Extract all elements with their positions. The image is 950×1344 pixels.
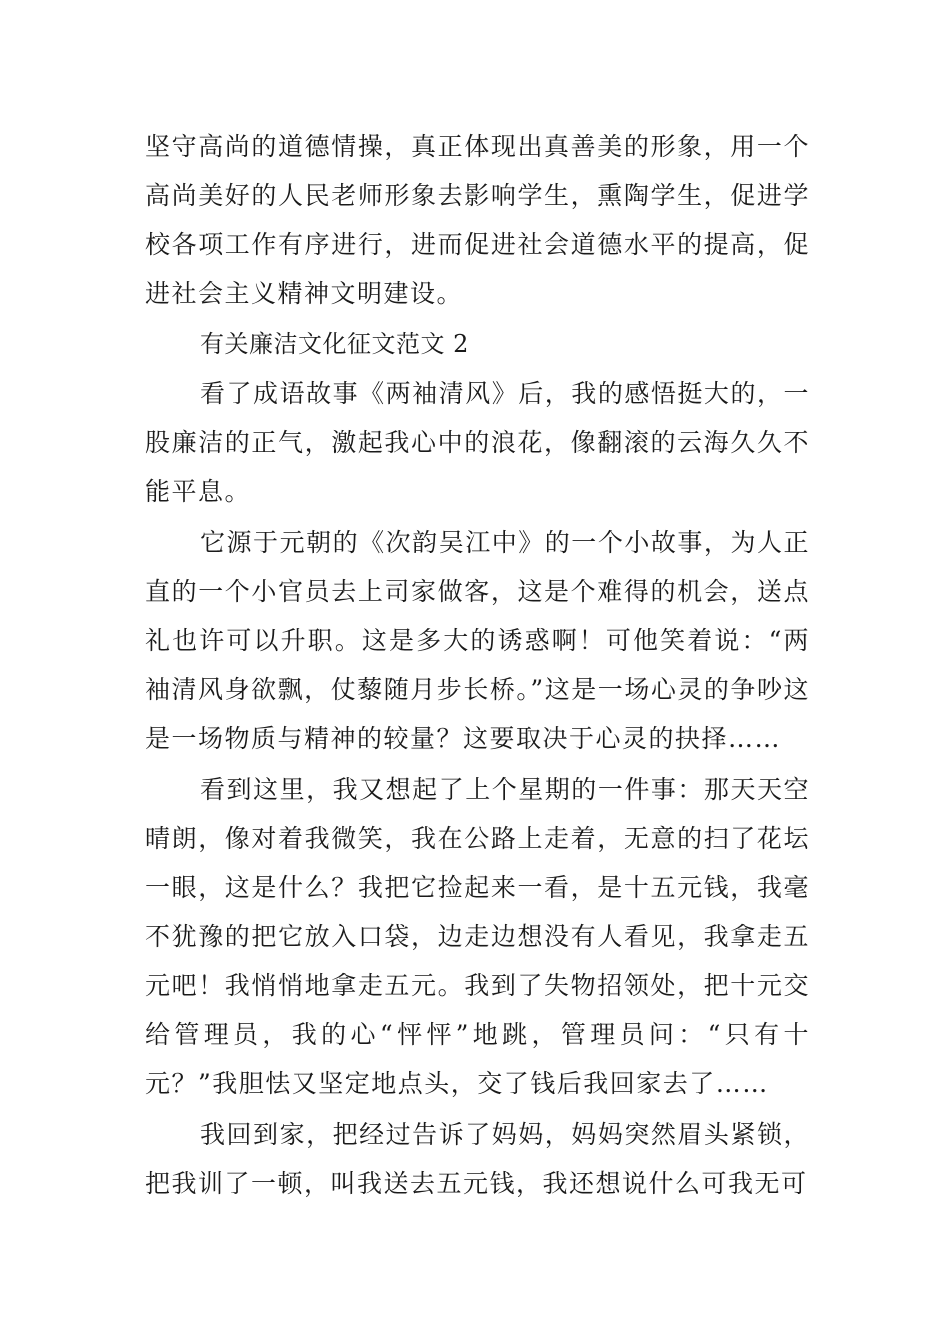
section-heading: 有关廉洁文化征文范文 2 <box>200 330 469 358</box>
paragraph-2: 它源于元朝的《次韵吴江中》的一个小故事，为人正直的一个小官员去上司家做客，这是个难得的机会，送点礼也许可以升职。这是多大的诱惑啊！可他笑着说：“两袖清风身欲飘，仗藜随月步长桥。”这是一场心灵的争吵这是一场物质与精神的较量？这要取决于心灵的抉择…… <box>145 528 810 753</box>
document-body <box>145 122 810 1208</box>
paragraph-1: 看了成语故事《两袖清风》后，我的感悟挺大的，一股廉洁的正气，激起我心中的浪花，像翻滚的云海久久不能平息。 <box>145 379 810 506</box>
paragraph-continuation: 坚守高尚的道德情操，真正体现出真善美的形象，用一个高尚美好的人民老师形象去影响学生，熏陶学生，促进学校各项工作有序进行，进而促进社会道德水平的提高，促进社会主义精神文明建设。 <box>145 132 810 308</box>
paragraph-4: 我回到家，把经过告诉了妈妈，妈妈突然眉头紧锁，把我训了一顿，叫我送去五元钱，我还想说什么可我无可 <box>145 1120 810 1198</box>
paragraph-3: 看到这里，我又想起了上个星期的一件事：那天天空晴朗，像对着我微笑，我在公路上走着，无意的扫了花坛一眼，这是什么？我把它捡起来一看，是十五元钱，我毫不犹豫的把它放入口袋，边走边想没有人看见，我拿走五元吧！我悄悄地拿走五元。我到了失物招领处，把十元交给管理员，我的心“怦怦”地跳，管理员问：“只有十元？”我胆怯又坚定地点头，交了钱后我回家去了…… <box>145 775 810 1098</box>
